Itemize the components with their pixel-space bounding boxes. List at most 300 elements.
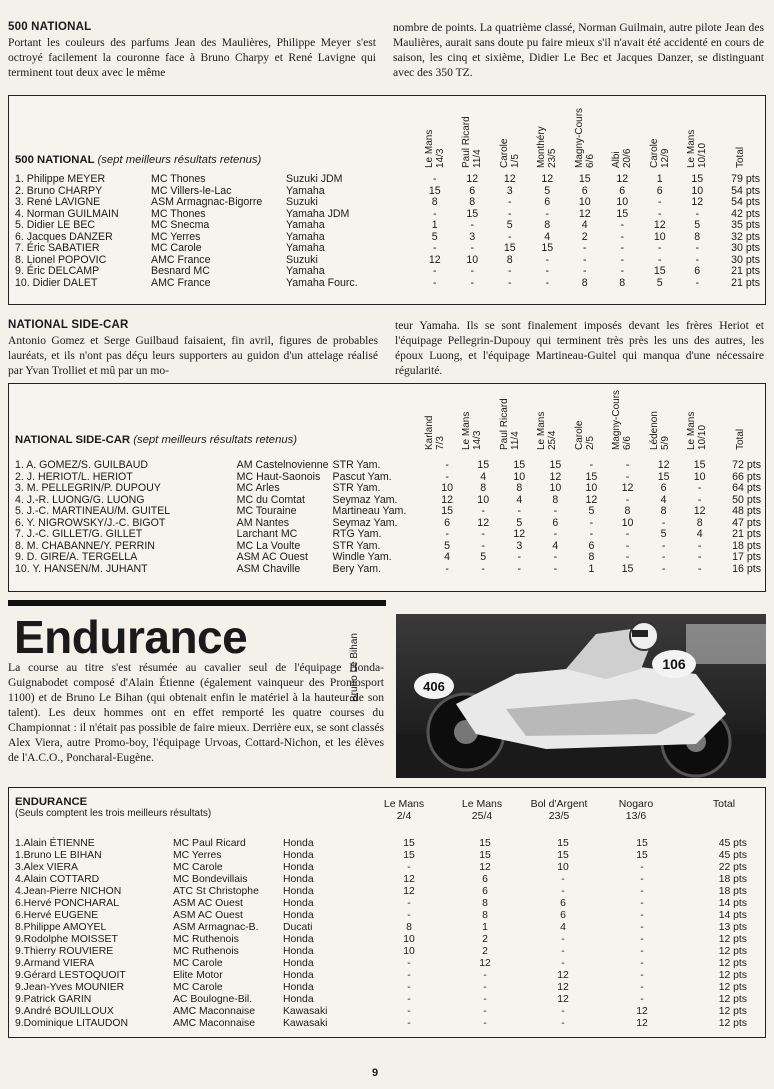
table-row: [13, 197, 764, 209]
bike-make: Honda: [283, 946, 314, 957]
club-name: ASM Armagnac-B.: [173, 922, 259, 933]
results-table: [13, 460, 765, 575]
club-name: AC Boulogne-Bil.: [173, 994, 253, 1005]
race-result: 12: [621, 482, 634, 495]
race-result: 15: [477, 459, 490, 471]
table-row: [13, 243, 764, 255]
total-points: 72 pts: [732, 459, 761, 471]
race-result: 4: [444, 551, 451, 564]
race-result: 5: [444, 539, 451, 552]
total-points: 35 pts: [731, 219, 760, 232]
race-result: -: [507, 276, 512, 289]
race-result: -: [407, 994, 411, 1005]
race-result: -: [625, 528, 630, 541]
race-result: 6: [482, 874, 488, 885]
club-name: MC Thones: [151, 207, 206, 220]
club-name: ASM AC Ouest: [236, 551, 308, 564]
race-result: -: [625, 551, 630, 564]
race-result: -: [517, 505, 522, 518]
total-points: 32 pts: [731, 230, 760, 243]
rider-name: 6.Hervé PONCHARAL: [15, 898, 119, 909]
column-header: Carole 2/5: [573, 420, 596, 450]
race-result: 6: [694, 265, 701, 278]
race-result: -: [553, 551, 558, 564]
photo-caption: Bruno Le Bihan: [349, 633, 360, 702]
race-result: -: [695, 242, 700, 255]
race-result: -: [640, 982, 644, 993]
race-result: -: [625, 470, 630, 483]
club-name: Besnard MC: [151, 265, 210, 278]
race-result: 8: [624, 505, 631, 518]
bike-make: Yamaha: [286, 265, 325, 278]
rider-name: 10. Y. HANSEN/M. JUHANT: [15, 562, 148, 575]
race-result: 10: [403, 934, 415, 945]
race-result: 5: [660, 528, 667, 541]
total-points: 30 pts: [731, 242, 760, 255]
bike-make: Kawasaki: [283, 1018, 328, 1029]
race-result: 3: [516, 539, 523, 552]
race-result: 6: [619, 184, 626, 197]
rider-name: 4.Jean-Pierre NICHON: [15, 886, 122, 897]
rider-name: 6. Jacques DANZER: [15, 230, 113, 243]
race-result: 12: [557, 982, 569, 993]
column-header: Monthéry 23/5: [536, 126, 559, 168]
column-header: Albi 20/6: [611, 148, 634, 168]
table-row: [13, 934, 751, 946]
total-points: 14 pts: [718, 910, 747, 921]
race-result: 12: [428, 253, 441, 266]
sidecar-intro-left-text: Antonio Gomez et Serge Guilbaud faisaient, fin avril, figures de probables lauréats, et ils n'ont pas déçu leurs supporters au guidon d'un attelage réalisé par Yvan Trolliet et mû par un mo-: [8, 334, 378, 377]
race-result: 8: [694, 230, 701, 243]
rider-name: 8. Lionel POPOVIC: [15, 253, 107, 266]
club-name: AMC Maconnaise: [173, 1006, 256, 1017]
race-result: -: [697, 551, 702, 564]
table-row: [13, 886, 751, 898]
race-result: -: [561, 934, 565, 945]
race-result: -: [407, 1006, 411, 1017]
race-result: 5: [694, 219, 701, 232]
race-result: 15: [479, 850, 491, 861]
race-result: 8: [552, 493, 559, 506]
table-row: [13, 186, 764, 198]
table-row: [13, 506, 765, 518]
race-result: -: [445, 562, 449, 575]
rider-name: 1. A. GOMEZ/S. GUILBAUD: [15, 459, 149, 471]
rider-name: 9.Thierry ROUVIERE: [15, 946, 114, 957]
rider-name: 9.Armand VIERA: [15, 958, 95, 969]
rider-name: 9.Jean-Yves MOUNIER: [15, 982, 125, 993]
club-name: ASM Armagnac-Bigorre: [151, 196, 263, 209]
table-subtitle: (Seuls comptent les trois meilleurs résultats): [15, 808, 212, 819]
race-result: 15: [513, 459, 526, 471]
race-result: 6: [560, 898, 566, 909]
race-result: -: [445, 459, 449, 471]
table-sidecar: [8, 383, 766, 592]
race-result: 15: [479, 838, 491, 849]
race-result: -: [582, 242, 587, 255]
club-name: MC Touraine: [236, 505, 297, 518]
table-row: [13, 1018, 751, 1030]
race-result: -: [483, 1006, 487, 1017]
race-result: 15: [503, 242, 516, 255]
race-result: 12: [549, 470, 562, 483]
club-name: MC Thones: [151, 173, 206, 185]
race-result: -: [695, 253, 700, 266]
race-result: 12: [636, 1018, 648, 1029]
club-name: MC du Comtat: [236, 493, 305, 506]
bike-make: Honda: [283, 910, 314, 921]
race-result: 5: [480, 551, 487, 564]
race-result: -: [640, 946, 644, 957]
total-points: 45 pts: [718, 838, 747, 849]
race-result: -: [517, 562, 522, 575]
total-points: 13 pts: [718, 922, 747, 933]
table-row: [13, 209, 764, 221]
race-result: -: [661, 562, 666, 575]
section-heading-500: 500 NATIONAL: [8, 21, 92, 33]
column-header: Magny-Cours 6/6: [611, 389, 634, 450]
table-title: [15, 154, 261, 166]
total-points: 47 pts: [732, 516, 761, 529]
table-row: [13, 460, 765, 472]
section-heading-sidecar: NATIONAL SIDE-CAR: [8, 319, 129, 331]
race-result: 6: [656, 184, 663, 197]
total-points: 45 pts: [718, 850, 747, 861]
bike-make: Honda: [283, 886, 314, 897]
race-result: -: [625, 539, 630, 552]
total-points: 50 pts: [732, 493, 761, 506]
rider-name: 9.Patrick GARIN: [15, 994, 92, 1005]
race-result: 8: [581, 276, 588, 289]
race-result: 8: [619, 276, 626, 289]
race-result: 10: [585, 482, 598, 495]
race-result: -: [561, 874, 565, 885]
race-result: -: [625, 493, 630, 506]
race-result: 1: [482, 922, 488, 933]
bike-make: Windle Yam.: [332, 551, 392, 564]
bike-make: Seymaz Yam.: [332, 493, 398, 506]
column-header: Le Mans 14/3: [461, 411, 484, 450]
bike-make: Honda: [283, 982, 314, 993]
race-result: 12: [691, 196, 704, 209]
race-result: -: [640, 958, 644, 969]
race-result: -: [483, 1018, 487, 1029]
race-result: 10: [693, 470, 706, 483]
race-result: 12: [503, 173, 516, 185]
race-result: 15: [441, 505, 454, 518]
club-name: MC Snecma: [151, 219, 210, 232]
race-result: 12: [693, 505, 706, 518]
column-header: Le Mans 25/4: [536, 411, 559, 450]
table-row: [13, 850, 751, 862]
race-result: 12: [585, 493, 598, 506]
rider-name: 6.Hervé EUGENE: [15, 910, 99, 921]
bike-make: Honda: [283, 862, 314, 873]
race-result: 10: [578, 196, 591, 209]
club-name: AMC Maconnaise: [173, 1018, 256, 1029]
race-result: -: [407, 1018, 411, 1029]
race-result: -: [695, 276, 700, 289]
motorcycle-photo-illustration: [396, 614, 766, 778]
race-result: 8: [506, 253, 513, 266]
bike-make: Bery Yam.: [332, 562, 382, 575]
race-result: 3: [506, 184, 513, 197]
race-result: 12: [653, 219, 666, 232]
rider-name: 3. M. PELLEGRIN/P. DUPOUY: [15, 482, 161, 495]
race-result: 8: [660, 505, 667, 518]
race-result: -: [620, 265, 625, 278]
race-result: -: [432, 173, 437, 185]
rider-name: 2. J. HERIOT/L. HERIOT: [15, 470, 133, 483]
total-points: 12 pts: [718, 958, 747, 969]
column-header: Magny-Cours 6/6: [573, 107, 596, 168]
club-name: MC Paul Ricard: [173, 838, 246, 849]
club-name: MC Ruthenois: [173, 946, 239, 957]
race-result: -: [589, 528, 594, 541]
race-result: -: [483, 994, 487, 1005]
bike-make: Kawasaki: [283, 1006, 328, 1017]
club-name: MC Ruthenois: [173, 934, 239, 945]
race-result: -: [561, 1018, 565, 1029]
column-header: Paul Ricard 11/4: [461, 116, 484, 168]
race-result: 8: [431, 196, 438, 209]
race-result: -: [507, 230, 512, 243]
race-result: -: [517, 551, 522, 564]
race-result: 2: [482, 934, 488, 945]
results-table: [13, 838, 751, 1030]
rider-name: 9.Gérard LESTOQUOIT: [15, 970, 126, 981]
column-header: Total: [734, 428, 746, 450]
total-points: 12 pts: [718, 982, 747, 993]
race-result: 15: [621, 562, 634, 575]
race-result: 5: [544, 184, 551, 197]
club-name: Elite Motor: [173, 970, 223, 981]
race-result: -: [432, 207, 437, 220]
race-result: 12: [616, 173, 629, 185]
race-result: 6: [544, 196, 551, 209]
bike-make: Suzuki: [286, 253, 318, 266]
column-header: Karland 7/3: [423, 415, 446, 450]
race-result: 10: [616, 196, 629, 209]
bike-make: Seymaz Yam.: [332, 516, 398, 529]
bike-make: RTG Yam.: [332, 528, 382, 541]
club-name: MC Carole: [173, 862, 223, 873]
section-rule: [8, 600, 386, 606]
race-result: -: [582, 253, 587, 266]
endurance-title: Endurance: [14, 611, 248, 663]
column-headers: [421, 96, 761, 168]
race-result: 15: [693, 459, 706, 471]
race-result: 10: [691, 184, 704, 197]
race-result: -: [640, 886, 644, 897]
race-result: 15: [466, 207, 479, 220]
table-row: [13, 564, 765, 576]
table-row: [13, 910, 751, 922]
race-result: 10: [403, 946, 415, 957]
race-result: 3: [469, 230, 476, 243]
race-result: 6: [660, 482, 667, 495]
race-result: -: [432, 242, 437, 255]
race-result: 12: [477, 516, 490, 529]
table-row: [13, 862, 751, 874]
results-table: [13, 174, 764, 289]
race-result: -: [697, 493, 702, 506]
club-name: Larchant MC: [236, 528, 298, 541]
column-header: Bol d'Argent 23/5: [530, 798, 588, 822]
bike-make: Yamaha JDM: [286, 207, 350, 220]
total-points: 30 pts: [731, 253, 760, 266]
race-result: -: [470, 276, 475, 289]
club-name: MC Carole: [173, 958, 223, 969]
total-points: 18 pts: [718, 886, 747, 897]
race-result: 5: [506, 219, 513, 232]
rider-name: 2. Bruno CHARPY: [15, 184, 103, 197]
table-row: [13, 994, 751, 1006]
bike-make: Yamaha: [286, 219, 325, 232]
race-result: -: [432, 276, 437, 289]
race-result: 15: [541, 242, 554, 255]
intro-right-text: nombre de points. La quatrième classé, Norman Guilmain, autre pilote Jean des Maulières, aurait sans doute pu faire mieux s'il n'avait été accidenté en cours de saison, les cinq et sixième, Didier Le Bec et Jacques Danzer, se distinguant avec des 350 TZ.: [393, 21, 764, 79]
bike-make: Honda: [283, 874, 314, 885]
race-result: 12: [541, 173, 554, 185]
intro-left-text: Portant les couleurs des parfums Jean des Maulières, Philippe Meyer s'est octroyé facilement la couronne face à Bruno Charpy et René Lavigne qui terminent tout deux avec le même: [8, 36, 376, 79]
race-result: -: [470, 219, 475, 232]
bike-make: Yamaha: [286, 242, 325, 255]
race-result: 10: [621, 516, 634, 529]
race-result: -: [640, 910, 644, 921]
bike-make: Honda: [283, 934, 314, 945]
race-result: 4: [544, 230, 551, 243]
race-result: -: [545, 276, 550, 289]
race-result: -: [582, 265, 587, 278]
race-result: -: [407, 910, 411, 921]
race-result: 8: [544, 219, 551, 232]
rider-name: 4. J.-R. LUONG/G. LUONG: [15, 493, 145, 506]
club-name: MC Arles: [236, 482, 280, 495]
race-result: -: [561, 946, 565, 957]
race-result: -: [657, 196, 662, 209]
column-header: Le Mans 14/3: [423, 129, 446, 168]
race-result: -: [470, 242, 475, 255]
column-header: Total: [712, 798, 736, 810]
bike-make: Honda: [283, 850, 314, 861]
race-result: 4: [660, 493, 667, 506]
bike-make: Honda: [283, 958, 314, 969]
table-title: [15, 796, 211, 819]
race-result: 12: [513, 528, 526, 541]
club-name: MC Villers-le-Lac: [151, 184, 232, 197]
club-name: AMC France: [151, 253, 211, 266]
bike-make: Yamaha Fourc.: [286, 276, 358, 289]
race-result: 12: [403, 874, 415, 885]
race-result: 4: [560, 922, 566, 933]
race-result: 4: [581, 219, 588, 232]
column-header: Carole 1/5: [498, 138, 521, 168]
column-header: Le Mans 10/10: [686, 129, 709, 168]
race-result: -: [640, 994, 644, 1005]
table-row: [13, 483, 765, 495]
race-result: 12: [557, 994, 569, 1005]
race-result: -: [640, 862, 644, 873]
race-result: -: [561, 1006, 565, 1017]
rider-name: 1. Philippe MEYER: [15, 173, 106, 185]
rider-name: 8. M. CHABANNE/Y. PERRIN: [15, 539, 155, 552]
column-header: Le Mans 10/10: [686, 411, 709, 450]
table-row: [13, 946, 751, 958]
race-result: -: [483, 970, 487, 981]
race-result: 8: [469, 196, 476, 209]
total-points: 22 pts: [718, 862, 747, 873]
bike-make: Yamaha: [286, 230, 325, 243]
race-result: -: [407, 970, 411, 981]
club-name: ASM AC Ouest: [173, 898, 243, 909]
race-result: -: [407, 862, 411, 873]
total-points: 12 pts: [718, 1006, 747, 1017]
rider-name: 1.Alain ÉTIENNE: [15, 838, 95, 849]
bike-make: Pascut Yam.: [332, 470, 392, 483]
race-result: 8: [480, 482, 487, 495]
race-result: -: [697, 562, 702, 575]
rider-name: 9. D. GIRE/A. TERGELLA: [15, 551, 138, 564]
column-headers: [369, 798, 759, 828]
race-result: 15: [549, 459, 562, 471]
race-result: 12: [479, 862, 491, 873]
race-result: -: [589, 516, 594, 529]
rider-name: 3.Alex VIERA: [15, 862, 78, 873]
race-result: 8: [516, 482, 523, 495]
race-result: -: [640, 898, 644, 909]
race-result: -: [545, 207, 550, 220]
table-row: [13, 174, 764, 186]
column-header: Carole 12/9: [648, 138, 671, 168]
race-result: -: [657, 253, 662, 266]
race-result: 10: [477, 493, 490, 506]
total-points: 66 pts: [732, 470, 761, 483]
total-points: 14 pts: [718, 898, 747, 909]
total-points: 64 pts: [732, 482, 761, 495]
table-title-text: 500 NATIONAL: [15, 154, 95, 166]
race-result: 15: [428, 184, 441, 197]
race-result: 4: [516, 493, 523, 506]
rider-name: 7. J.-C. GILLET/G. GILLET: [15, 528, 143, 541]
table-row: [13, 958, 751, 970]
race-result: 15: [636, 850, 648, 861]
race-result: 15: [653, 265, 666, 278]
race-result: -: [657, 242, 662, 255]
table-row: [13, 838, 751, 850]
race-result: 2: [581, 230, 588, 243]
race-result: -: [561, 958, 565, 969]
table-row: [13, 220, 764, 232]
bike-number-front: 106: [662, 656, 686, 672]
race-result: 10: [557, 862, 569, 873]
sidecar-intro-left: [8, 318, 378, 378]
race-result: -: [545, 265, 550, 278]
race-result: 6: [588, 539, 595, 552]
column-header: Le Mans 25/4: [461, 798, 503, 822]
photo-motorcycle: [396, 614, 766, 778]
table-row: [13, 278, 764, 290]
total-points: 12 pts: [718, 994, 747, 1005]
column-header: Le Mans 2/4: [383, 798, 425, 822]
table-row: [13, 970, 751, 982]
race-result: -: [481, 528, 485, 541]
rider-name: 9.Dominique LITAUDON: [15, 1018, 128, 1029]
race-result: 4: [552, 539, 559, 552]
race-result: -: [445, 470, 449, 483]
rider-name: 9.André BOUILLOUX: [15, 1006, 114, 1017]
race-result: 12: [557, 970, 569, 981]
